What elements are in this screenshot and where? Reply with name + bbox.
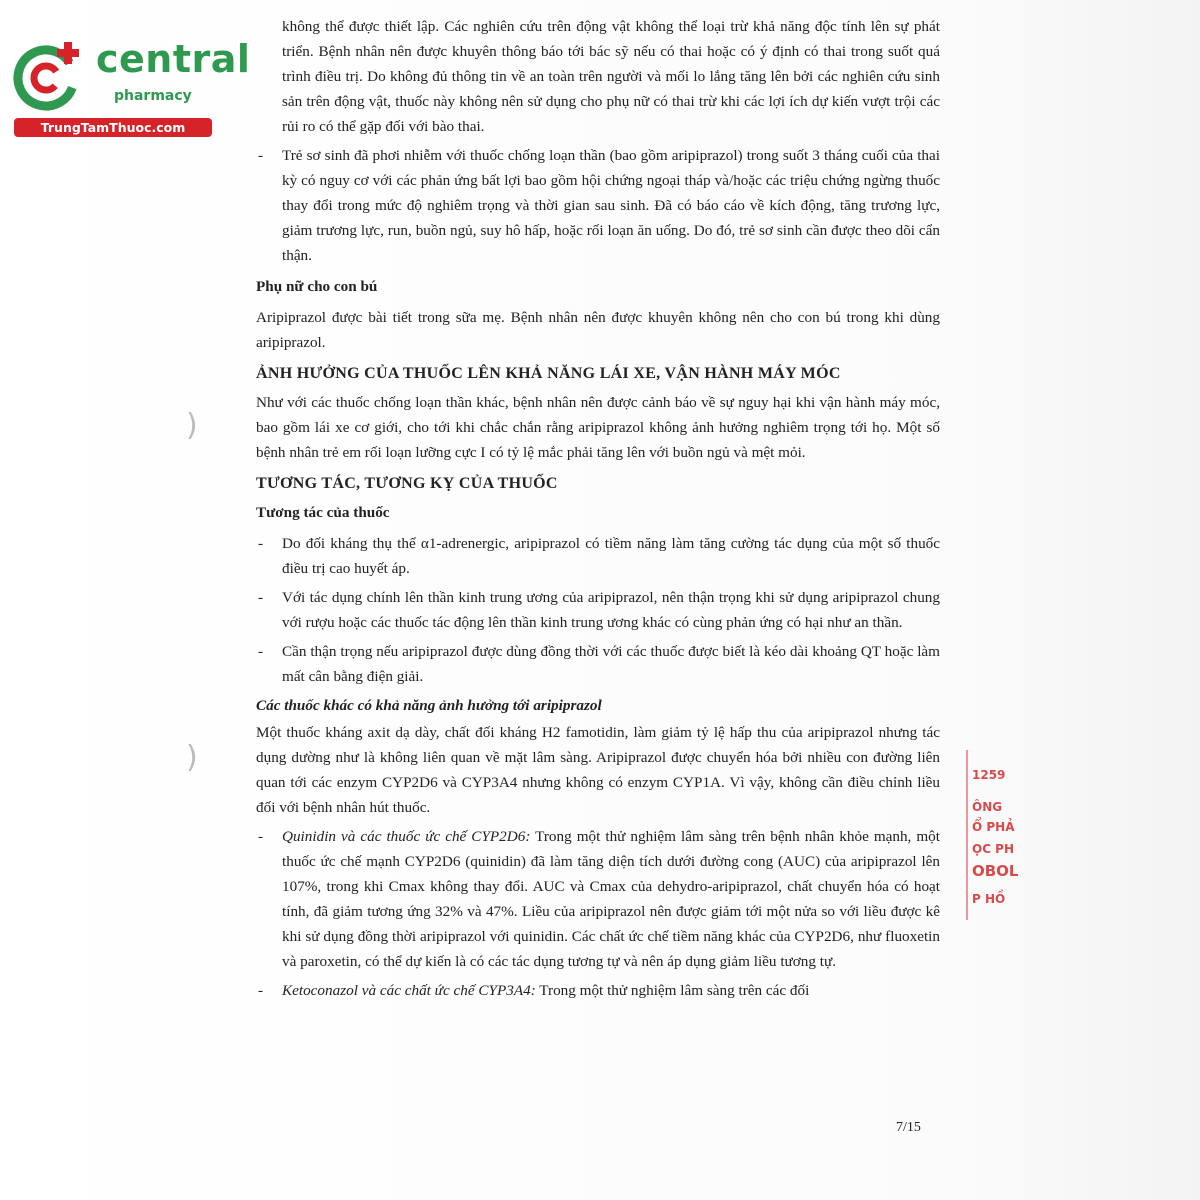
logo-name: central [96,37,251,81]
page-number: 7/15 [896,1120,921,1135]
quinidin-bullet-text: Trong một thử nghiệm lâm sàng trên bệnh nhân khỏe mạnh, một thuốc ức chế mạnh CYP2D6 (quinidin) đã làm tăng diện tích dưới đường cong (AUC) của aripiprazol lên 107%, trong khi Cmax không thay đổi. AUC và Cmax của dehydro-aripiprazol, chất chuyển hóa có hoạt tính, đã giảm tương ứng 32% và 47%. Liều của aripiprazol nên được giảm tới một nửa so với liều được kê khi sử dụng đồng thời aripiprazol với quinidin. Các chất ức chế tiềm năng khác của CYP2D6, như fluoxetin và paroxetin, có thể dự kiến là có các tác dụng tương tự và nên áp dụng giảm liều tương tự. [282,828,940,970]
stamp-line: ÔNG [972,800,1003,814]
document-body [256,14,940,1003]
ketoconazol-bullet-title: Ketoconazol và các chất ức chế CYP3A4: [282,982,536,999]
binder-hole-icon: ) [186,408,198,443]
other-drugs-text: Một thuốc kháng axit dạ dày, chất đối kháng H2 famotidin, làm giảm tỷ lệ hấp thu của aripiprazol nhưng tác dụng dường như là không liên quan về mặt lâm sàng. Aripiprazol được chuyển hóa bởi nhiều con đường liên quan tới các enzym CYP2D6 và CYP3A4 nhưng không có enzym CYP1A. Vì vậy, không cần điều chỉnh liều đối với bệnh nhân hút thuốc. [256,724,940,816]
central-pharmacy-logo[interactable] [10,37,251,138]
quinidin-bullet-title: Quinidin và các thuốc ức chế CYP2D6: [282,828,531,845]
pregnancy-paragraph: không thể được thiết lập. Các nghiên cứu trên động vật không thể loại trừ khả năng độc tính lên sự phát triển. Bệnh nhân nên được khuyên thông báo tới bác sỹ nếu có thai hoặc có ý định có thai trong suốt quá trình điều trị. Do không đủ thông tin về an toàn trên người và mối lo lắng tăng lên bởi các nghiên cứu sinh sản trên động vật, thuốc này không nên sử dụng cho phụ nữ có thai trừ khi các lợi ích dự kiến vượt trội các rủi ro có thể gặp đối với bào thai. [282,18,940,135]
stamp-line: 1259 [972,768,1006,782]
pharmacy-cross-logo-icon [12,38,88,114]
stamp-line: Ổ PHẢ [972,820,1015,834]
interactions-heading: TƯƠNG TÁC, TƯƠNG KỴ CỦA THUỐC [256,475,558,492]
logo-url: TrungTamThuoc.com [14,118,212,137]
logo-subtitle: pharmacy [114,88,192,104]
stamp-line: ỌC PH [972,842,1015,856]
other-drugs-heading: Các thuốc khác có khả năng ảnh hưởng tới aripiprazol [256,697,602,714]
interaction-bullet: - Với tác dụng chính lên thần kinh trung ương của aripiprazol, nên thận trọng khi sử dụng aripiprazol chung với rượu hoặc các thuốc tác động lên thần kinh trung ương khác có cùng phản ứng có hại như an thần. [256,585,940,635]
driving-heading: ẢNH HƯỞNG CỦA THUỐC LÊN KHẢ NĂNG LÁI XE, VẬN HÀNH MÁY MÓC [256,365,841,382]
interactions-subheading: Tương tác của thuốc [256,504,390,521]
ketoconazol-bullet-text: Trong một thử nghiệm lâm sàng trên các đối [535,982,810,999]
binder-hole-icon: ) [186,740,198,775]
ketoconazol-bullet [256,978,940,1003]
red-stamp [966,750,1019,920]
stamp-line: P HỒ [972,892,1006,906]
driving-text: Như với các thuốc chống loạn thần khác, bệnh nhân nên được cảnh báo về sự nguy hại khi vận hành máy móc, bao gồm lái xe cơ giới, cho tới khi chắc chắn rằng aripiprazol không ảnh hưởng nghiêm trọng tới họ. Một số bệnh nhân trẻ em rối loạn lưỡng cực I có tỷ lệ mắc phải tăng lên với buồn ngủ và mệt mỏi. [256,394,940,461]
neonate-bullet: - Trẻ sơ sinh đã phơi nhiễm với thuốc chống loạn thần (bao gồm aripiprazol) trong suốt 3 tháng cuối của thai kỳ có nguy cơ với các phản ứng bất lợi bao gồm hội chứng ngoại tháp và/hoặc các triệu chứng ngừng thuốc thay đổi trong mức độ nghiêm trọng và thời gian sau sinh. Đã có báo cáo về kích động, tăng trương lực, giảm trương lực, run, buồn ngủ, suy hô hấp, hoặc rối loạn ăn uống. Do đó, trẻ sơ sinh cần được theo dõi cẩn thận. [256,143,940,268]
interaction-bullet: - Do đối kháng thụ thể α1-adrenergic, aripiprazol có tiềm năng làm tăng cường tác dụng của một số thuốc điều trị cao huyết áp. [256,531,940,581]
breastfeeding-heading: Phụ nữ cho con bú [256,278,378,295]
quinidin-bullet [256,824,940,974]
stamp-line: OBOL [972,862,1019,880]
breastfeeding-text: Aripiprazol được bài tiết trong sữa mẹ. Bệnh nhân nên được khuyên không nên cho con bú trong khi dùng aripiprazol. [256,309,940,351]
interaction-bullet: - Cần thận trọng nếu aripiprazol được dùng đồng thời với các thuốc được biết là kéo dài khoảng QT hoặc làm mất cân bằng điện giải. [256,639,940,689]
